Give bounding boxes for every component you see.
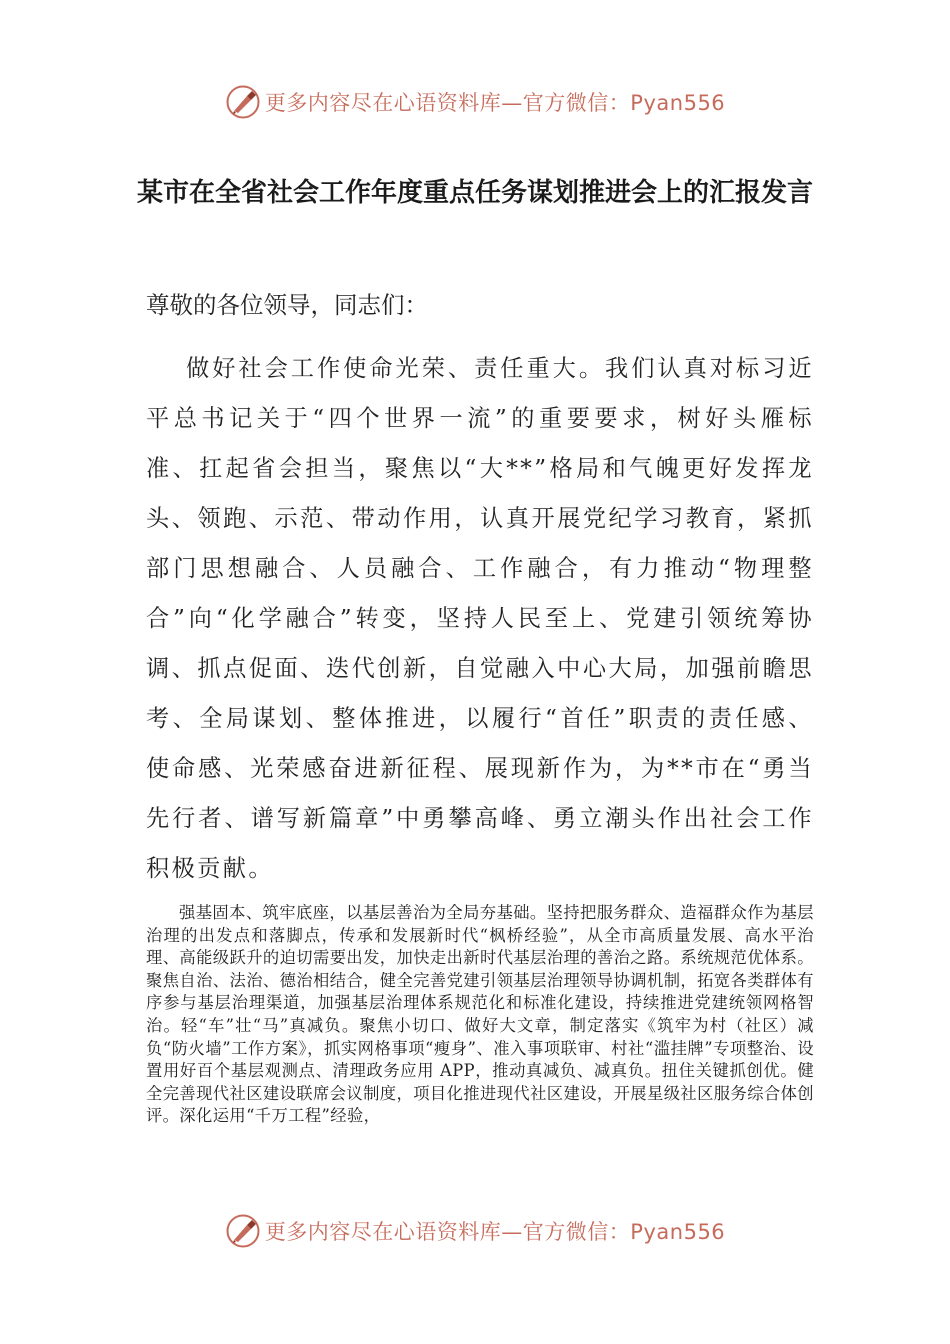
paragraph-intro: 做好社会工作使命光荣、责任重大。我们认真对标习近平总书记关于“四个世界一流”的重要要求，树好头雁标准、扛起省会担当，聚焦以“大**”格局和气魄更好发挥龙头、领跑、示范、带动作用，认真开展党纪学习教育，紧抓部门思想融合、人员融合、工作融合，有力推动“物理整合”向“化学融合”转变，坚持人民至上、党建引领统筹协调、抓点促面、迭代创新，自觉融入中心大局，加强前瞻思考、全局谋划、整体推进，以履行“首任”职责的责任感、使命感、光荣感奋进新征程、展现新作为，为**市在“勇当先行者、谱写新篇章”中勇攀高峰、勇立潮头作出社会工作积极贡献。 <box>146 355 814 882</box>
pen-logo-icon <box>225 1213 261 1249</box>
watermark-header <box>0 82 950 122</box>
document-title: 某市在全省社会工作年度重点任务谋划推进会上的汇报发言 <box>136 178 813 208</box>
watermark-text: 更多内容尽在心语资料库—官方微信：Pyan556 <box>264 91 726 115</box>
salutation: 尊敬的各位领导，同志们： <box>146 291 428 319</box>
watermark-text: 更多内容尽在心语资料库—官方微信：Pyan556 <box>264 1220 726 1244</box>
pen-logo-icon <box>225 84 261 120</box>
watermark-footer <box>0 1211 950 1251</box>
paragraph-grassroots: 强基固本、筑牢底座，以基层善治为全局夯基础。坚持把服务群众、造福群众作为基层治理的出发点和落脚点，传承和发展新时代“枫桥经验”，从全市高质量发展、高水平治理、高能级跃升的迫切需要出发，加快走出新时代基层治理的善治之路。系统规范优体系。聚焦自治、法治、德治相结合，健全完善党建引领基层治理领导协调机制，拓宽各类群体有序参与基层治理渠道，加强基层治理体系规范化和标准化建设，持续推进党建统领网格智治。轻“车”壮“马”真减负。聚焦小切口、做好大文章，制定落实《筑牢为村（社区）减负“防火墙”工作方案》，抓实网格事项“瘦身”、准入事项联审、村社“滥挂牌”专项整治、设置用好百个基层观测点、清理政务应用 APP，推动真减负、减真负。扭住关键抓创优。健全完善现代社区建设联席会议制度，项目化推进现代社区建设，开展星级社区服务综合体创评。深化运用“千万工程”经验， <box>146 903 814 1126</box>
